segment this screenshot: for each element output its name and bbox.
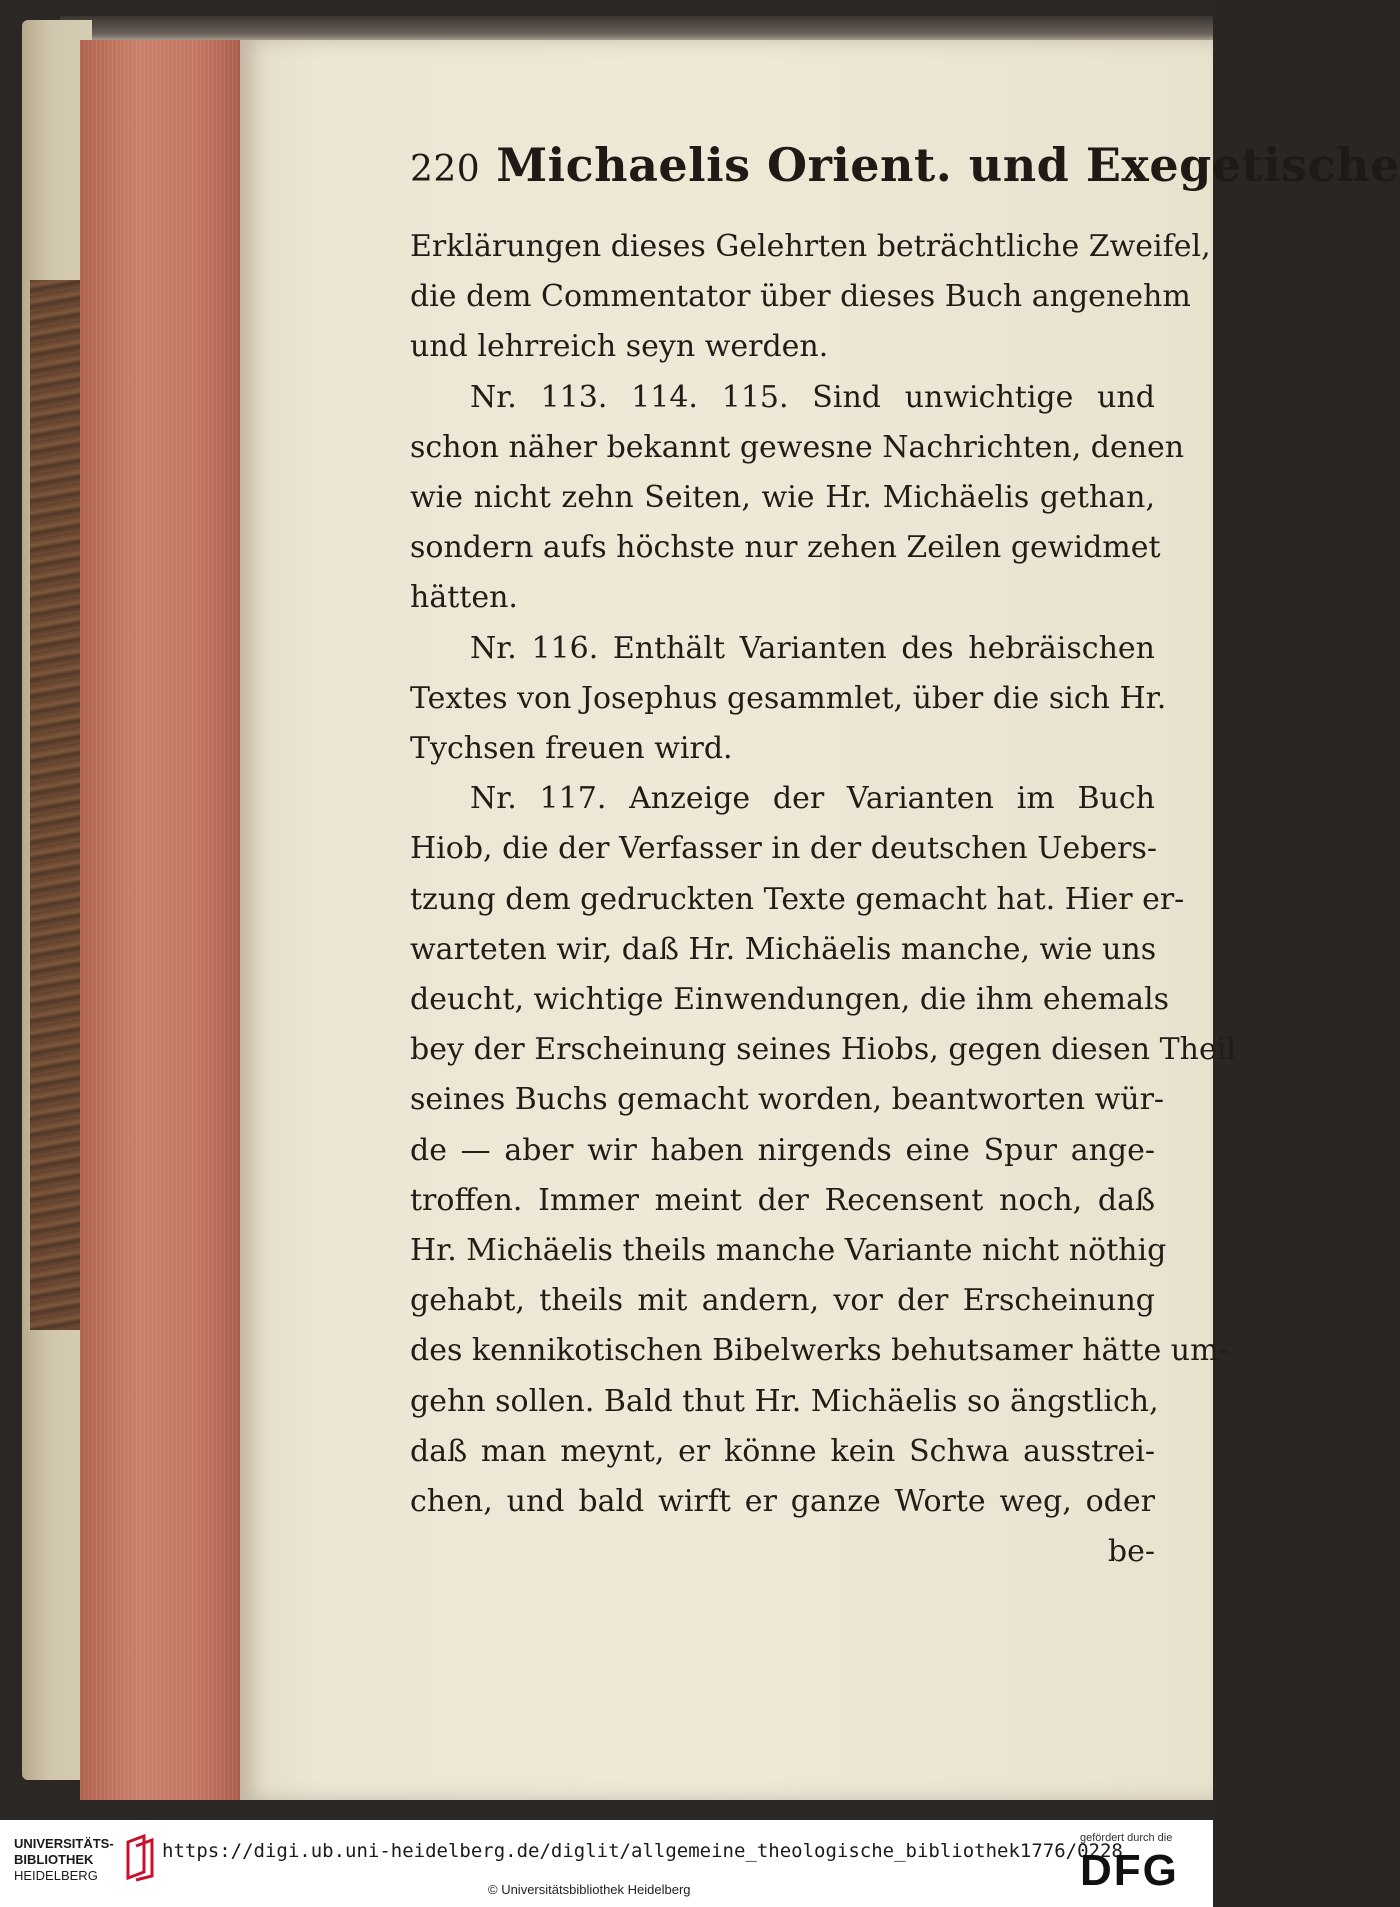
text-line: gehabt, theils mit andern, vor der Erscheinung [410, 1283, 1155, 1319]
running-head-title: Michaelis Orient. und Exegetische [496, 138, 1400, 192]
library-emblem-icon [122, 1832, 162, 1880]
text-line: be- [1107, 1534, 1155, 1570]
running-head [410, 138, 1400, 192]
funding-note: gefördert durch die [1080, 1832, 1173, 1844]
text-line: chen, und bald wirft er ganze Worte weg, oder [410, 1484, 1155, 1520]
text-line: Hiob, die der Verfasser in der deutschen Uebers- [410, 831, 1158, 867]
text-line: Hr. Michäelis theils manche Variante nicht nöthig [410, 1233, 1167, 1269]
library-name-line2: BIBLIOTHEK [14, 1852, 94, 1867]
page-body [410, 222, 1236, 1577]
viewer-footer [0, 1820, 1213, 1907]
text-line: daß man meynt, er könne kein Schwa ausstrei- [410, 1433, 1155, 1469]
dfg-logo: DFG [1080, 1846, 1179, 1895]
text-line: die dem Commentator über dieses Buch angenehm [410, 279, 1191, 315]
text-line: tzung dem gedruckten Texte gemacht hat. Hier er- [410, 881, 1185, 917]
text-line: deucht, wichtige Einwendungen, die ihm ehemals [410, 982, 1169, 1018]
text-line: wie nicht zehn Seiten, wie Hr. Michäelis gethan, [410, 480, 1155, 516]
leather-spine [30, 280, 85, 1330]
text-line: bey der Erscheinung seines Hiobs, gegen diesen Theil [410, 1032, 1236, 1068]
copyright-notice: © Universitätsbibliothek Heidelberg [488, 1882, 691, 1897]
text-line: Tychsen freuen wird. [410, 731, 733, 767]
text-line: seines Buchs gemacht worden, beantworten wür- [410, 1082, 1165, 1118]
text-line: Textes von Josephus gesammlet, über die sich Hr. [410, 680, 1167, 716]
text-line: Nr. 116. Enthält Varianten des hebräischen [470, 630, 1155, 666]
text-line: de — aber wir haben nirgends eine Spur ange- [410, 1132, 1155, 1168]
text-line: hätten. [410, 580, 518, 616]
text-line: Erklärungen dieses Gelehrten beträchtliche Zweifel, [410, 229, 1211, 264]
page-edge-lines [80, 40, 250, 1800]
text-line: des kennikotischen Bibelwerks behutsamer hätte um- [410, 1333, 1229, 1369]
text-line: schon näher bekannt gewesne Nachrichten, denen [410, 429, 1185, 465]
library-logo [14, 1836, 114, 1884]
library-name-line3: HEIDELBERG [14, 1868, 98, 1883]
library-name-line1: UNIVERSITÄTS- [14, 1836, 114, 1851]
text-line: sondern aufs höchste nur zehen Zeilen gewidmet [410, 530, 1161, 566]
text-line: Nr. 117. Anzeige der Varianten im Buch [470, 781, 1155, 817]
text-line: gehn sollen. Bald thut Hr. Michäelis so ängstlich, [410, 1383, 1159, 1419]
permalink-url[interactable]: https://digi.ub.uni-heidelberg.de/diglit/allgemeine_theologische_bibliothek1776/0228 [162, 1840, 1123, 1862]
text-line: warteten wir, daß Hr. Michäelis manche, wie uns [410, 931, 1157, 967]
text-line: Nr. 113. 114. 115. Sind unwichtige und [470, 379, 1155, 415]
page-number: 220 [410, 149, 481, 190]
text-line: troffen. Immer meint der Recensent noch, daß [410, 1182, 1155, 1218]
text-line: und lehrreich seyn werden. [410, 329, 829, 365]
